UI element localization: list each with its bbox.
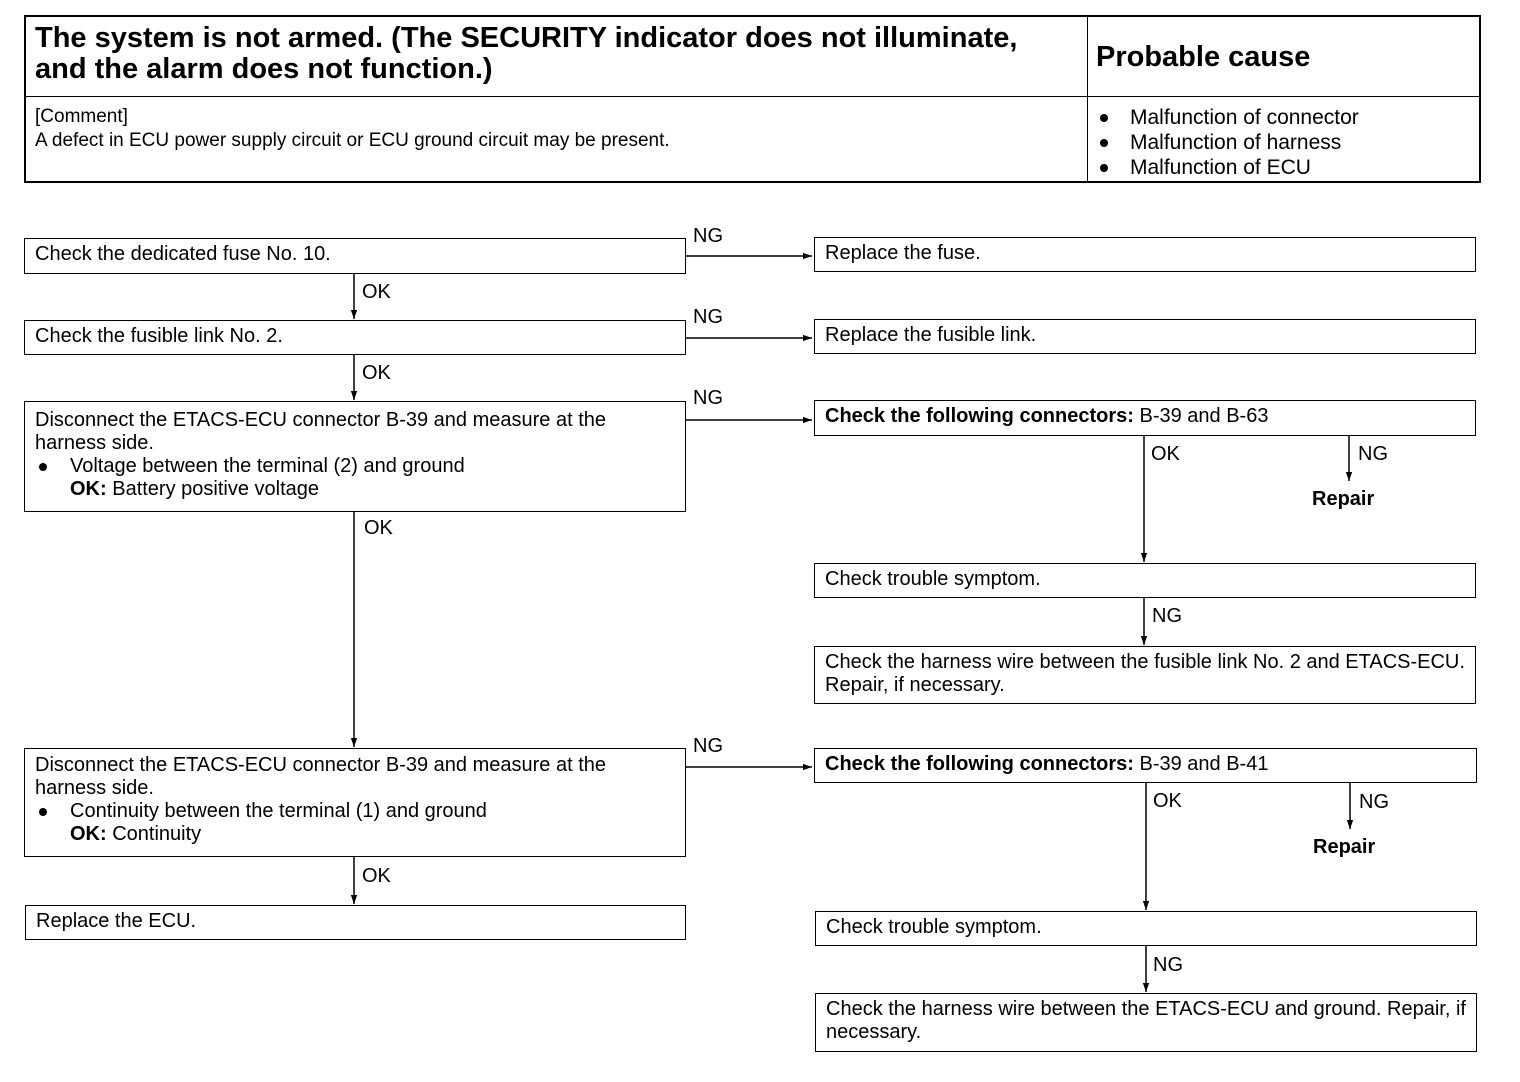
check-connectors-label: Check the following connectors: (825, 405, 1134, 427)
ok-label: OK (364, 517, 393, 539)
step-measure-voltage-text: Disconnect the ETACS-ECU connector B-39 and measure at the harness side. (35, 409, 607, 454)
step-measure-continuity-text: Disconnect the ETACS-ECU connector B-39 and measure at the harness side. (35, 754, 607, 799)
step-measure-continuity-bullet: Continuity between the terminal (1) and ground (35, 800, 675, 823)
step-check-fuse-text: Check the dedicated fuse No. 10. (35, 243, 331, 265)
ok-criteria-label: OK: (70, 478, 107, 500)
result-replace-fusible-link (814, 319, 1476, 354)
step-measure-continuity (24, 748, 686, 857)
ok-label: OK (362, 362, 391, 384)
step-replace-ecu (25, 905, 686, 940)
step-replace-ecu-text: Replace the ECU. (36, 910, 197, 932)
check-trouble-symptom-2-text: Check trouble symptom. (826, 916, 1042, 938)
ng-label: NG (693, 306, 723, 328)
step-check-fuse (24, 238, 686, 274)
ng-label: NG (693, 225, 723, 247)
ok-criteria-value: Battery positive voltage (112, 478, 320, 500)
ng-label: NG (1152, 605, 1182, 627)
ng-label: NG (1153, 954, 1183, 976)
step-measure-continuity-ok (35, 823, 675, 846)
ng-label: NG (693, 387, 723, 409)
comment-label: [Comment] (35, 106, 128, 127)
check-harness-ground (815, 993, 1477, 1052)
result-replace-fusible-link-text: Replace the fusible link. (825, 324, 1037, 346)
ng-label: NG (1358, 443, 1388, 465)
ok-label: OK (1153, 790, 1182, 812)
ng-label: NG (1359, 791, 1389, 813)
step-measure-voltage-ok (35, 478, 675, 501)
check-trouble-symptom-2 (815, 911, 1477, 946)
ng-label: NG (693, 735, 723, 757)
ok-label: OK (362, 281, 391, 303)
check-connectors-value: B-39 and B-41 (1139, 753, 1269, 775)
step-check-fusible-link-text: Check the fusible link No. 2. (35, 325, 283, 347)
step-measure-voltage (24, 401, 686, 512)
step-measure-voltage-bullet: Voltage between the terminal (2) and ground (35, 455, 675, 478)
result-replace-fuse (814, 237, 1476, 272)
cause-item: Malfunction of ECU (1096, 155, 1359, 180)
symptom-title: The system is not armed. (The SECURITY indicator does not illuminate, and the alarm does not function.) (35, 22, 1018, 85)
check-harness-fusible-link (814, 646, 1476, 704)
comment-text: A defect in ECU power supply circuit or ECU ground circuit may be present. (35, 130, 670, 151)
check-connectors-label: Check the following connectors: (825, 753, 1134, 775)
ok-label: OK (1151, 443, 1180, 465)
result-replace-fuse-text: Replace the fuse. (825, 242, 981, 264)
ok-criteria-label: OK: (70, 823, 107, 845)
probable-cause-heading: Probable cause (1096, 41, 1311, 73)
check-connectors-b39-b63 (814, 400, 1476, 436)
check-harness-ground-text: Check the harness wire between the ETACS-ECU and ground. Repair, if necessary. (826, 998, 1466, 1043)
cause-item: Malfunction of connector (1096, 105, 1359, 130)
repair-label: Repair (1313, 836, 1376, 858)
ok-label: OK (362, 865, 391, 887)
step-check-fusible-link (24, 320, 686, 355)
cause-item: Malfunction of harness (1096, 130, 1359, 155)
check-connectors-b39-b41 (814, 748, 1477, 783)
check-trouble-symptom-1 (814, 563, 1476, 598)
ok-criteria-value: Continuity (112, 823, 202, 845)
check-trouble-symptom-1-text: Check trouble symptom. (825, 568, 1041, 590)
check-connectors-value: B-39 and B-63 (1139, 405, 1269, 427)
repair-label: Repair (1312, 488, 1375, 510)
check-harness-fusible-link-text: Check the harness wire between the fusible link No. 2 and ETACS-ECU. Repair, if necessary. (825, 651, 1465, 696)
